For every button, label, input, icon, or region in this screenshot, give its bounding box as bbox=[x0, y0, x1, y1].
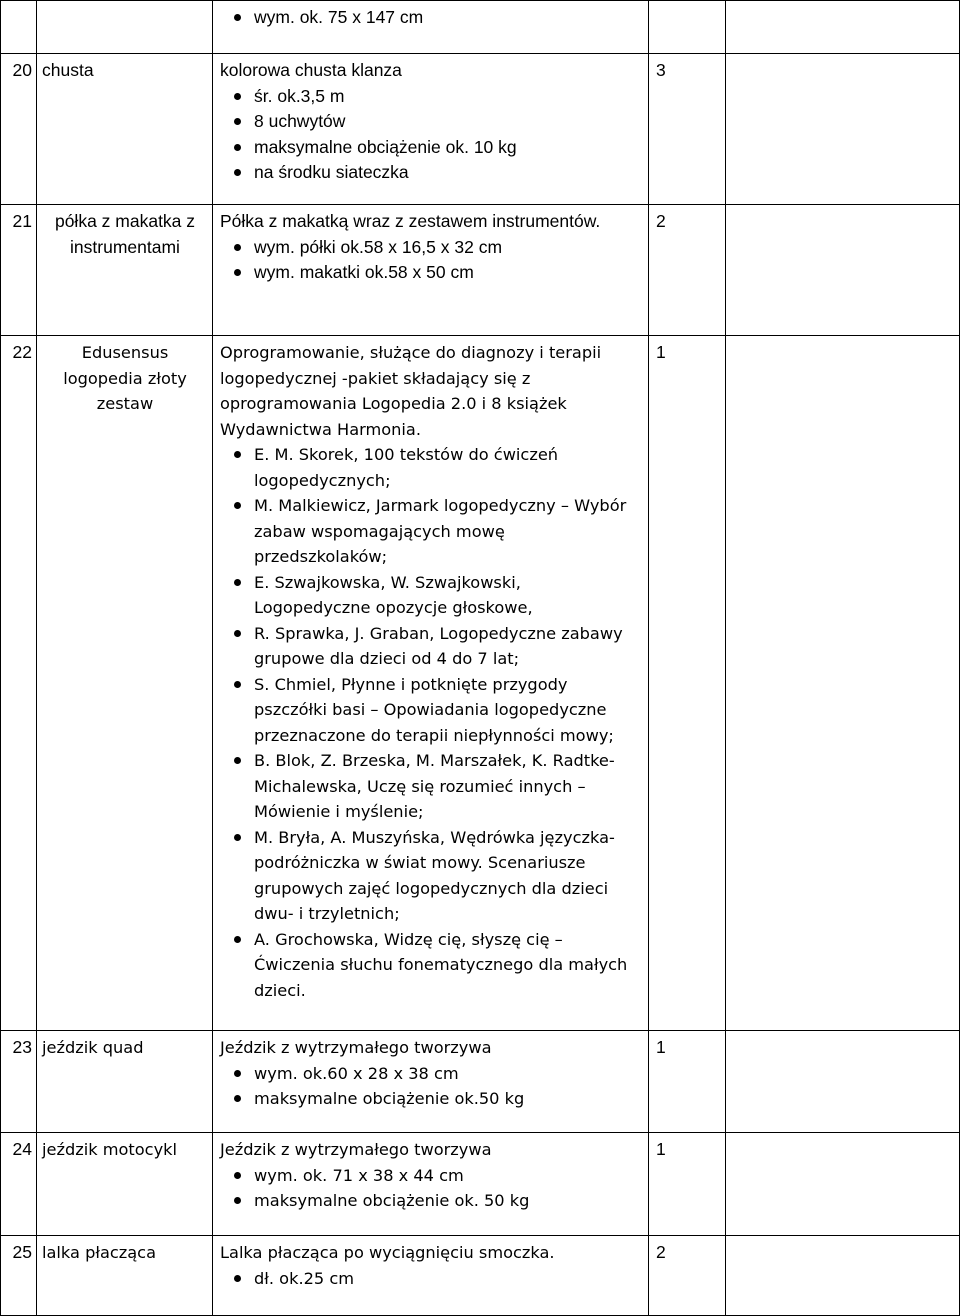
spec-list bbox=[220, 235, 642, 286]
row-number: 21 bbox=[1, 205, 37, 336]
item-name: chusta bbox=[37, 54, 213, 205]
spec-list-item: na środku siateczka bbox=[254, 160, 642, 186]
item-description bbox=[213, 1236, 649, 1316]
empty-cell bbox=[726, 54, 960, 205]
description-intro: kolorowa chusta klanza bbox=[220, 60, 402, 80]
spec-list-item: A. Grochowska, Widzę cię, słyszę cię – Ćwiczenia słuchu fonematycznego dla małych dzieci. bbox=[254, 927, 642, 1004]
item-quantity: 1 bbox=[649, 1031, 726, 1133]
item-name: Edusensus logopedia złoty zestaw bbox=[37, 336, 213, 1031]
table-row bbox=[1, 1236, 960, 1316]
spec-list bbox=[220, 1061, 642, 1112]
row-number: 22 bbox=[1, 336, 37, 1031]
table-body bbox=[1, 1, 960, 1316]
spec-list bbox=[220, 84, 642, 186]
spec-list-item: wym. półki ok.58 x 16,5 x 32 cm bbox=[254, 235, 642, 261]
spec-list bbox=[220, 5, 642, 31]
item-quantity: 2 bbox=[649, 1236, 726, 1316]
spec-list-item: maksymalne obciążenie ok. 50 kg bbox=[254, 1188, 642, 1214]
empty-cell bbox=[726, 205, 960, 336]
description-intro: Lalka płacząca po wyciągnięciu smoczka. bbox=[220, 1243, 555, 1262]
description-intro: Jeździk z wytrzymałego tworzywa bbox=[220, 1140, 492, 1159]
spec-list-item: 8 uchwytów bbox=[254, 109, 642, 135]
item-name bbox=[37, 1, 213, 54]
spec-list-item: maksymalne obciążenie ok. 10 kg bbox=[254, 135, 642, 161]
item-description bbox=[213, 1133, 649, 1236]
item-description bbox=[213, 1031, 649, 1133]
row-number: 25 bbox=[1, 1236, 37, 1316]
spec-list-item: maksymalne obciążenie ok.50 kg bbox=[254, 1086, 642, 1112]
table-row bbox=[1, 54, 960, 205]
spec-list bbox=[220, 1163, 642, 1214]
spec-list-item: E. Szwajkowska, W. Szwajkowski, Logopedyczne opozycje głoskowe, bbox=[254, 570, 642, 621]
item-quantity: 1 bbox=[649, 1133, 726, 1236]
row-number: 20 bbox=[1, 54, 37, 205]
item-description bbox=[213, 336, 649, 1031]
spec-list-item: śr. ok.3,5 m bbox=[254, 84, 642, 110]
empty-cell bbox=[726, 1, 960, 54]
spec-list-item: wym. ok. 71 x 38 x 44 cm bbox=[254, 1163, 642, 1189]
row-number: 24 bbox=[1, 1133, 37, 1236]
spec-list-item: M. Malkiewicz, Jarmark logopedyczny – Wybór zabaw wspomagających mowę przedszkolaków; bbox=[254, 493, 642, 570]
row-number: 23 bbox=[1, 1031, 37, 1133]
spec-list-item: wym. ok.60 x 28 x 38 cm bbox=[254, 1061, 642, 1087]
spec-list-item: B. Blok, Z. Brzeska, M. Marszałek, K. Radtke-Michalewska, Uczę się rozumieć innych – Mówienie i myślenie; bbox=[254, 748, 642, 825]
spec-list-item: wym. makatki ok.58 x 50 cm bbox=[254, 260, 642, 286]
spec-list-item: wym. ok. 75 x 147 cm bbox=[254, 5, 642, 31]
description-intro: Jeździk z wytrzymałego tworzywa bbox=[220, 1038, 492, 1057]
empty-cell bbox=[726, 1031, 960, 1133]
item-name: jeździk motocykl bbox=[37, 1133, 213, 1236]
item-description bbox=[213, 54, 649, 205]
spec-list bbox=[220, 442, 642, 1003]
table-row bbox=[1, 205, 960, 336]
item-quantity bbox=[649, 1, 726, 54]
table-row bbox=[1, 336, 960, 1031]
item-name: jeździk quad bbox=[37, 1031, 213, 1133]
empty-cell bbox=[726, 1236, 960, 1316]
item-quantity: 3 bbox=[649, 54, 726, 205]
table-row bbox=[1, 1133, 960, 1236]
item-name: lalka płacząca bbox=[37, 1236, 213, 1316]
item-quantity: 2 bbox=[649, 205, 726, 336]
spec-list-item: M. Bryła, A. Muszyńska, Wędrówka języczka-podróżniczka w świat mowy. Scenariusze grupowych zajęć logopedycznych dla dzieci dwu- i trzyletnich; bbox=[254, 825, 642, 927]
spec-list-item: R. Sprawka, J. Graban, Logopedyczne zabawy grupowe dla dzieci od 4 do 7 lat; bbox=[254, 621, 642, 672]
spec-list-item: dł. ok.25 cm bbox=[254, 1266, 642, 1292]
spec-list-item: E. M. Skorek, 100 tekstów do ćwiczeń logopedycznych; bbox=[254, 442, 642, 493]
description-intro: Oprogramowanie, służące do diagnozy i terapii logopedycznej -pakiet składający się z oprogramowania Logopedia 2.0 i 8 książek Wydawnictwa Harmonia. bbox=[220, 343, 602, 439]
spec-list bbox=[220, 1266, 642, 1292]
empty-cell bbox=[726, 336, 960, 1031]
item-description bbox=[213, 205, 649, 336]
description-intro: Półka z makatką wraz z zestawem instrumentów. bbox=[220, 211, 601, 231]
item-name: półka z makatka z instrumentami bbox=[37, 205, 213, 336]
table-row bbox=[1, 1, 960, 54]
table-row bbox=[1, 1031, 960, 1133]
item-quantity: 1 bbox=[649, 336, 726, 1031]
row-number bbox=[1, 1, 37, 54]
spec-list-item: S. Chmiel, Płynne i potknięte przygody pszczółki basi – Opowiadania logopedyczne przeznaczone do terapii niepłynności mowy; bbox=[254, 672, 642, 749]
empty-cell bbox=[726, 1133, 960, 1236]
item-description bbox=[213, 1, 649, 54]
